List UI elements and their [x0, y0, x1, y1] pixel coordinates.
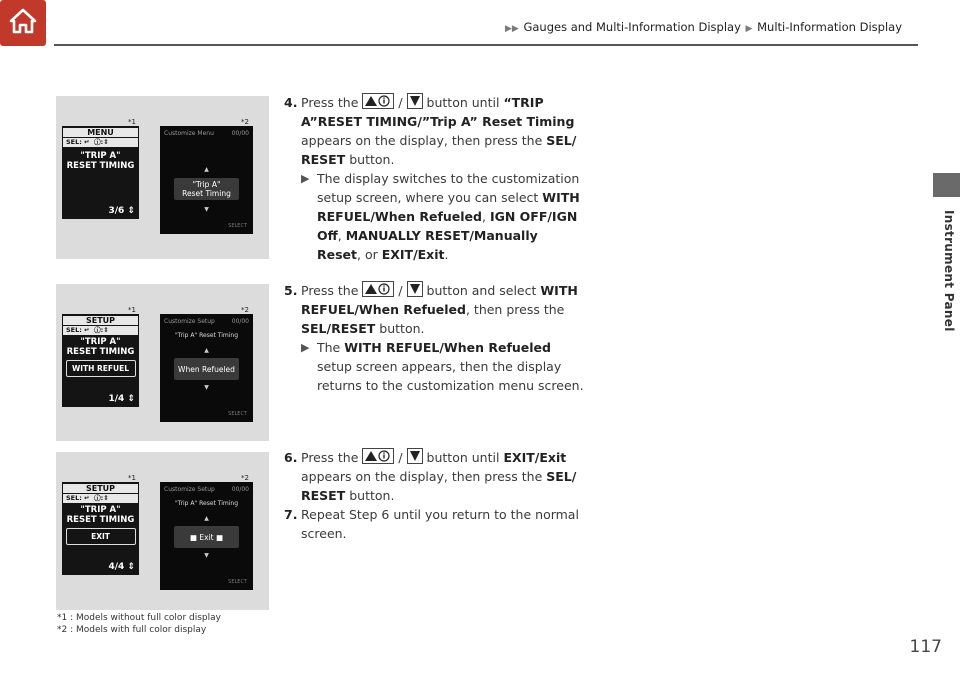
item-line-1: "TRIP A" — [80, 151, 121, 161]
down-button-icon — [407, 93, 423, 109]
result-arrow-icon: ▶ — [301, 172, 310, 185]
item-line-2: Reset Timing — [182, 189, 231, 198]
scroll-down-icon: ▼ — [204, 206, 209, 213]
color-display-screen — [160, 314, 253, 422]
breadcrumb-current: Multi-Information Display — [757, 20, 902, 34]
item-line-2: RESET TIMING — [66, 515, 135, 525]
home-icon — [7, 5, 39, 41]
screen-title: MENU — [63, 128, 138, 137]
instructions-step-4 — [284, 93, 584, 264]
result-block: ▶ The display switches to the customization setup screen, where you can select WITH REFUEL/When Refueled, IGN OFF/IGN Off, MANUALLY RESET/Manually Reset, or EXIT/Exit. — [301, 171, 580, 262]
up-info-button-icon — [362, 448, 394, 464]
page-indicator: 1/4 ⇕ — [108, 394, 135, 404]
model-footnote-marker-1: *1 — [128, 474, 136, 482]
breadcrumb-arrow-icon: ▶▶ — [504, 24, 519, 34]
basic-display-screen — [62, 126, 139, 219]
screen-subtitle: "Trip A" Reset Timing — [174, 500, 239, 507]
footnote-1: *1 : Models without full color display — [57, 613, 221, 623]
item-line-1: "Trip A" — [192, 180, 221, 189]
display-option-text: “TRIP A”RESET TIMING/”Trip A” Reset Timing — [301, 95, 575, 129]
breadcrumb-arrow-icon: ▶ — [745, 24, 753, 34]
updown-icon: ⇕ — [127, 394, 135, 404]
sel-label: SEL: — [66, 494, 82, 502]
screen-item — [63, 505, 138, 545]
figure-menu-screens — [56, 96, 269, 259]
scroll-down-icon: ▼ — [204, 384, 209, 391]
item-line-1: "TRIP A" — [80, 337, 121, 347]
sel-reset-button-label: SEL/RESET — [301, 321, 376, 336]
step-text: button until — [426, 95, 500, 110]
option-ign-off: IGN OFF/IGN Off — [317, 209, 578, 243]
info-icon: ⓘ:⇕ — [94, 138, 109, 146]
select-hint: SELECT — [228, 223, 247, 229]
item-line-2: RESET TIMING — [66, 161, 135, 171]
item-line-1: "TRIP A" — [80, 505, 121, 515]
screen-title: SETUP — [63, 484, 138, 493]
breadcrumb-link-gauges[interactable]: Gauges and Multi-Information Display — [523, 20, 741, 34]
enter-icon: ↵ — [84, 138, 90, 146]
step-text: Press the — [301, 95, 359, 110]
instructions-step-6-7 — [284, 448, 584, 543]
section-tab-marker — [933, 173, 960, 197]
highlighted-item: ■ Exit ■ — [174, 526, 239, 548]
step-text: button. — [349, 152, 395, 167]
instructions-step-5 — [284, 281, 584, 395]
figure-setup-exit — [56, 452, 269, 610]
step-6 — [284, 448, 584, 505]
step-7 — [284, 505, 584, 543]
slash-text: / — [398, 283, 403, 298]
option-manually-reset: MANUALLY RESET/Manually Reset — [317, 228, 538, 262]
updown-icon: ⇕ — [127, 206, 135, 216]
home-button[interactable] — [0, 0, 46, 46]
option-with-refuel: WITH REFUEL/When Refueled — [301, 283, 578, 317]
section-side-label: Instrument Panel — [942, 210, 956, 332]
scroll-up-icon: ▲ — [204, 515, 209, 522]
down-button-icon — [407, 448, 423, 464]
step-text: button until — [426, 450, 500, 465]
option-pill: EXIT — [66, 528, 136, 545]
sel-label: SEL: — [66, 326, 82, 334]
step-number: 7. — [284, 507, 298, 522]
highlighted-item — [174, 178, 239, 200]
option-exit: EXIT/Exit — [381, 247, 445, 262]
result-text: The — [317, 340, 341, 355]
result-block — [301, 338, 584, 395]
screen-title: SETUP — [63, 316, 138, 325]
color-display-screen — [160, 126, 253, 234]
select-hint: SELECT — [228, 411, 247, 417]
page-indicator: 3/6 ⇕ — [108, 206, 135, 216]
screen-header: Customize Setup 00/00 — [164, 318, 249, 325]
scroll-up-icon: ▲ — [204, 347, 209, 354]
step-5 — [284, 281, 584, 338]
step-number: 5. — [284, 283, 298, 298]
sel-reset-button-label: SEL/ RESET — [301, 469, 577, 503]
step-text: Repeat Step 6 until you return to the normal screen. — [301, 507, 579, 541]
step-number: 4. — [284, 95, 298, 110]
sel-label: SEL: — [66, 138, 82, 146]
select-hint: SELECT — [228, 579, 247, 585]
down-button-icon — [407, 281, 423, 297]
slash-text: / — [398, 95, 403, 110]
option-pill: WITH REFUEL — [66, 360, 136, 377]
page-number: 117 — [909, 637, 942, 657]
figure-setup-with-refuel — [56, 284, 269, 441]
info-icon: ⓘ:⇕ — [94, 326, 109, 334]
step-4 — [284, 93, 584, 169]
option-exit: EXIT/Exit — [503, 450, 567, 465]
step-4-result — [284, 169, 584, 264]
model-footnote-marker-2: *2 — [241, 118, 249, 126]
item-line-2: RESET TIMING — [66, 347, 135, 357]
step-text: button. — [379, 321, 425, 336]
footnote-2: *2 : Models with full color display — [57, 625, 207, 635]
basic-display-screen — [62, 314, 139, 407]
step-text: , then press the — [465, 302, 565, 317]
sel-row — [63, 494, 138, 503]
step-text: appears on the display, then press the — [301, 469, 543, 484]
up-info-button-icon — [362, 93, 394, 109]
basic-display-screen — [62, 482, 139, 575]
step-text: button and select — [426, 283, 537, 298]
sel-reset-button-label: SEL/ RESET — [301, 133, 577, 167]
enter-icon: ↵ — [84, 494, 90, 502]
option-with-refuel: WITH REFUEL/When Refueled — [317, 190, 580, 224]
enter-icon: ↵ — [84, 326, 90, 334]
model-footnote-marker-2: *2 — [241, 474, 249, 482]
scroll-down-icon: ▼ — [204, 552, 209, 559]
model-footnote-marker-1: *1 — [128, 306, 136, 314]
screen-header: Customize Setup 00/00 — [164, 486, 249, 493]
screen-item — [63, 151, 138, 191]
option-with-refuel: WITH REFUEL/When Refueled — [344, 340, 551, 355]
model-footnote-marker-2: *2 — [241, 306, 249, 314]
color-display-screen — [160, 482, 253, 590]
up-info-button-icon — [362, 281, 394, 297]
screen-header: Customize Menu 00/00 — [164, 130, 249, 137]
slash-text: / — [398, 450, 403, 465]
breadcrumb — [504, 20, 902, 34]
step-text: appears on the display, then press the — [301, 133, 543, 148]
highlighted-item: When Refueled — [174, 358, 239, 380]
screen-item — [63, 337, 138, 377]
page-indicator: 4/4 ⇕ — [108, 562, 135, 572]
updown-icon: ⇕ — [127, 562, 135, 572]
result-text: setup screen appears, then the display returns to the customization menu screen. — [317, 359, 584, 393]
step-text: Press the — [301, 283, 359, 298]
result-text: The display switches to the customization setup screen, where you can select — [317, 171, 580, 205]
result-arrow-icon: ▶ — [301, 341, 310, 354]
step-number: 6. — [284, 450, 298, 465]
model-footnotes — [57, 612, 221, 636]
header-divider — [54, 44, 918, 46]
info-icon: ⓘ:⇕ — [94, 494, 109, 502]
sel-row — [63, 326, 138, 335]
step-5-result — [284, 338, 584, 395]
model-footnote-marker-1: *1 — [128, 118, 136, 126]
step-text: Press the — [301, 450, 359, 465]
step-text: button. — [349, 488, 395, 503]
scroll-up-icon: ▲ — [204, 166, 209, 173]
screen-subtitle: "Trip A" Reset Timing — [174, 332, 239, 339]
sel-row — [63, 138, 138, 147]
